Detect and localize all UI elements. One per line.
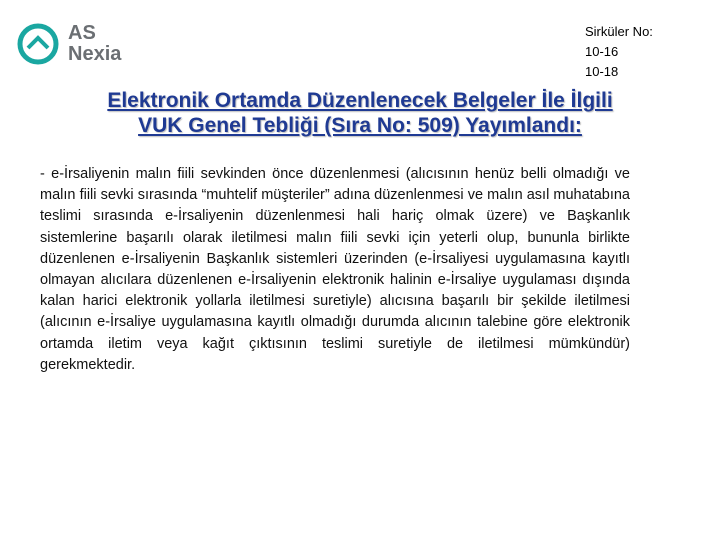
circular-label: Sirküler No: [585, 24, 653, 39]
company-logo [16, 22, 121, 66]
page-title [30, 88, 690, 138]
logo-wordmark [68, 23, 121, 65]
body-paragraph: - e-İrsaliyenin malın fiili sevkinden önce düzenlenmesi (alıcısının henüz belli olmadığı ve malın fiili sevki sırasında “muhtelif müşteriler” adına düzenlenmesi ve malın asıl muhatabına teslimi sırasında e-İrsaliyenin düzenlenmesi hali hariç olmak üzere) ve Başkanlık sistemlerine başarılı olarak iletilmesi malın fiili sevki için yeterli olup, bununla birlikte düzenlenen e-İrsaliyenin Başkanlık sistemleri üzerinden (e-İrsaliyesi uygulamasına kayıtlı olmayan alıcılara düzenlenen e-İrsaliyenin elektronik halinin e-İrsaliye uygulaması dışında kalan harici elektronik yollarla iletilmesi suretiyle) alıcısına başarılı bir şekilde iletilmesi (alıcının e-İrsaliye uygulamasına kayıtlı olmadığı durumda alıcının talebine göre elektronik ortamda iletim veya kağıt çıktısının teslimi suretiyle de iletilmesi mümkündür) gerekmektedir. [40, 166, 630, 373]
title-line-2: VUK Genel Tebliği (Sıra No: 509) Yayımlandı: [138, 114, 582, 137]
circular-number-block [585, 22, 653, 82]
nexia-logo-icon [16, 22, 60, 66]
circular-number-2: 10-18 [585, 64, 619, 79]
logo-line2: Nexia [68, 43, 122, 65]
logo-line1: AS [68, 22, 96, 44]
circular-number-1: 10-16 [585, 44, 619, 59]
title-line-1: Elektronik Ortamda Düzenlenecek Belgeler İle İlgili [107, 89, 613, 112]
